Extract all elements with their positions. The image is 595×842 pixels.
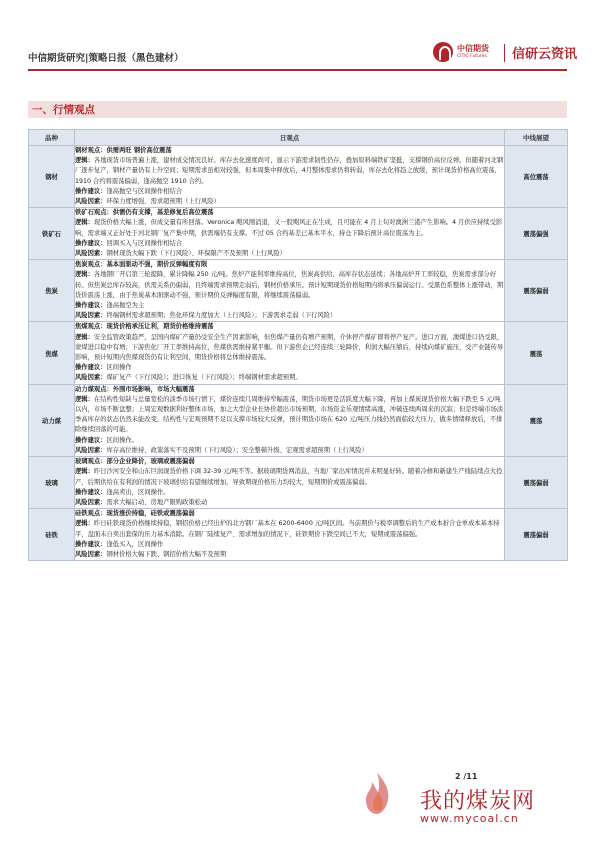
view-line — [75, 239, 504, 249]
logo-cn-text: 中信期货 — [457, 44, 489, 53]
view-line — [75, 467, 504, 487]
watermark — [360, 770, 590, 830]
view-line-label: 操作建议： — [75, 187, 107, 195]
view-line-text: 昨日沙河安全和山东巨润现货价格下调 32-39 元/吨不等。据玻璃期货网消息，当地厂家出库情况并未明显好转。随着冷修和新建生产线陆续点火投产，后期供给在有利润的情况下玻璃供给有望继续增加，导致期现价格压力均较大，短期期价或震荡偏弱。 — [75, 468, 503, 486]
view-line-label: 逻辑： — [75, 468, 94, 476]
view-line-label: 风险因素： — [75, 498, 107, 506]
view-line-text: 各地现货市场普遍上涨，建材成交情况良好。库存去化速度尚可，显示下游需求韧性仍存，叠加原料端铁矿坚挺，支撑钢价高位反弹。但随着河北钢厂逐步复产，钢材产量仍有上升空间；短期需求虽相对较强，但本周集中释放后，4月整体需求仍将转弱，库存去化将趋之放缓，预计现货价格高位震荡，1910 合约将震荡偏弱，逢高抛空 1910 合约。 — [75, 157, 504, 185]
view-line — [75, 498, 504, 508]
view-line-label: 动力煤观点：外围市场影响，市场大幅震荡 — [75, 385, 195, 393]
col-header-daily-view: 日观点 — [75, 130, 505, 146]
view-line — [75, 519, 504, 539]
view-line — [75, 249, 504, 259]
variety-cell: 钢材 — [29, 146, 75, 208]
view-line-text: 钢材现货大幅下跌（下行风险）、环保限产不及预期（上行风险） — [106, 250, 286, 258]
view-line-label: 逻辑： — [75, 219, 94, 227]
outlook-cell: 震荡 — [505, 384, 568, 456]
page-number: 2 /11 — [455, 772, 478, 781]
table-row — [29, 384, 568, 456]
daily-view-cell — [75, 146, 505, 208]
view-line-label: 风险因素： — [75, 550, 107, 558]
view-line-label: 操作建议： — [75, 540, 107, 548]
table-row — [29, 208, 568, 260]
view-line-label: 逻辑： — [75, 395, 94, 403]
logo-en-text: CITIC Futures — [457, 54, 487, 59]
view-line-text: 逢高抛空为主 — [106, 302, 145, 310]
outlook-cell: 高位震荡 — [505, 146, 568, 208]
citic-logo — [28, 38, 578, 68]
view-line-text: 终端钢材需求超预期；焦化环保力度加大（上行风险）；下游需求走弱（下行风险） — [106, 312, 337, 320]
view-line — [75, 218, 504, 238]
view-line-text: 区间操作。 — [106, 436, 138, 444]
view-line-label: 玻璃观点：部分企业降价，玻璃或震荡偏弱 — [75, 458, 195, 466]
view-line-label: 焦煤观点：现货价格承压让利，期货价格维持震荡 — [75, 323, 214, 331]
table-row — [29, 260, 568, 322]
variety-cell: 焦煤 — [29, 322, 75, 384]
view-line-label: 铁矿石观点：供需仍有支撑，基差修复后高位震荡 — [75, 209, 214, 217]
table-row — [29, 457, 568, 509]
view-line-text: 安全监管政策趋严，呈国内煤矿产量仍受安全生产因素影响，但焦煤产量仍有增产预期，介休停产煤矿即将停产复产。进口方面，澳煤进口仍受限，蒙煤进口稳中有增；下游焦化厂开工率维持高位，焦煤供需维持紧平衡。但下游焦企已经连续三轮降价，利润大幅压缩后，持续向煤矿施压，受产业链传导影响，预计短期内焦煤现货仍有让利空间，期货价格将总体维持震荡。 — [75, 333, 504, 362]
logo-separator — [504, 44, 505, 62]
daily-view-cell — [75, 509, 505, 561]
view-line-label: 风险因素： — [75, 374, 107, 382]
view-line-label: 逻辑： — [75, 271, 94, 279]
section-title: 一、行情观点 — [32, 104, 95, 116]
view-line-text: 煤矿复产（下行风险）；进口恢复（下行风险）；终端钢材需求超预期。 — [106, 374, 302, 382]
view-line-label: 操作建议： — [75, 364, 107, 372]
view-line — [75, 270, 504, 301]
view-line-label: 操作建议： — [75, 488, 107, 496]
view-line — [75, 311, 504, 321]
view-line-text: 逢高抛空与区间操作相结合 — [106, 187, 183, 195]
view-line — [75, 446, 504, 456]
daily-view-cell — [75, 322, 505, 384]
variety-cell: 铁矿石 — [29, 208, 75, 260]
view-line-text: 各地钢厂开启第三轮提降，累计降幅 250 元/吨。焦炉产能利率维持高位，焦炭高供给、高库存状态延续；各地高炉开工率较稳，焦炭需求部分好转。但焦炭总库存较高，供需关系仍偏弱，且终端需求预期走弱后，钢材价格承压。预计短期现货价格短期内将承压偏弱运行。受黑色系整体上涨带动，期货价震荡上涨，由于焦炭基本面驱动不强，预计期价反弹幅度有限，将继续震荡偏弱。 — [75, 271, 504, 299]
research-brand: 信研云资讯 — [512, 47, 578, 62]
view-line-label: 焦炭观点：基本面驱动不强，期价反弹幅度有限 — [75, 261, 208, 269]
table-header-row — [29, 130, 568, 146]
view-line — [75, 156, 504, 187]
view-line — [75, 457, 504, 467]
view-line-label: 逻辑： — [75, 333, 94, 341]
outlook-cell: 震荡偏强 — [505, 208, 568, 260]
view-line-text: 在结构性短缺与总量宽松的淡季市场行情下，煤价连续几周维持窄幅震荡，期货市场更是活跃度大幅下降，再加上煤炭现货价格大幅下跌至 5 元/吨以内，市场不断盘整；上周宏观数据利好整体市场，加之大型企业长协价超出市场预期，市场资金乐观情绪高涨，冲破连续两周来的沉寂；但是终端市场淡季高库存的状态仍然未能改变，结构性与宏观预期不足以支撑市场较大反弹，预计期货市场在 620 元/吨压力线仍然面临较大压力，做多情绪释放后，不排除继续回落的可能。 — [75, 395, 504, 434]
view-line-text: 现货价格大幅上涨，但成交量有所回落。Veronica 飓风刚消退，又一股飓风正在生成，且可能在 4 月上旬对澳洲兰港产生影响。4 月供应持续受影响，需求端又正好处于河北钢厂复产集中期，供需端仍有支撑。不过 05 合约基差已基本平水，持仓下降后预计高位震荡为主。 — [75, 219, 503, 237]
variety-cell: 玻璃 — [29, 457, 75, 509]
view-line — [75, 540, 504, 550]
daily-view-cell — [75, 457, 505, 509]
view-line — [75, 322, 504, 332]
watermark-url: www.mycoal.cn — [420, 812, 519, 825]
view-line-label: 逻辑： — [75, 157, 94, 165]
view-line — [75, 301, 504, 311]
outlook-cell: 震荡 — [505, 322, 568, 384]
view-line — [75, 373, 504, 383]
variety-cell: 动力煤 — [29, 384, 75, 456]
view-line-text: 逢高卖出，区间操作。 — [106, 488, 170, 496]
view-line-label: 操作建议： — [75, 436, 107, 444]
table-row — [29, 322, 568, 384]
view-line-label: 风险因素： — [75, 312, 107, 320]
view-line — [75, 363, 504, 373]
view-line-label: 操作建议： — [75, 302, 107, 310]
view-line — [75, 187, 504, 197]
daily-view-cell — [75, 384, 505, 456]
citic-logo-icon — [433, 42, 453, 62]
flame-logo-icon — [360, 770, 394, 816]
report-title: 中信期货研究|策略日报（黑色建材） — [28, 53, 184, 64]
market-view-table — [28, 129, 568, 561]
watermark-cn: 我的煤炭网 — [420, 789, 536, 814]
view-line-label: 操作建议： — [75, 239, 107, 247]
view-line — [75, 208, 504, 218]
view-line-text: 钢材价格大幅下跌、钢招价格大幅不及预期 — [106, 550, 227, 558]
view-line — [75, 260, 504, 270]
view-line — [75, 488, 504, 498]
header-divider — [28, 69, 567, 71]
outlook-cell: 震荡偏弱 — [505, 457, 568, 509]
daily-view-cell — [75, 208, 505, 260]
view-line — [75, 385, 504, 395]
view-line — [75, 509, 504, 519]
view-line-label: 钢材观点：供需两旺 钢价高位震荡 — [75, 147, 172, 154]
outlook-cell: 震荡偏弱 — [505, 260, 568, 322]
view-line — [75, 146, 504, 156]
view-line-text: 需求大幅启动、房地产限购政策松动 — [106, 498, 208, 506]
view-line-label: 硅铁观点：现货涨价持稳，硅铁或震荡偏弱 — [75, 510, 195, 518]
view-line-label: 风险因素： — [75, 446, 107, 454]
view-line — [75, 395, 504, 436]
section-heading — [28, 101, 567, 118]
view-line-text: 区间操作 — [106, 364, 132, 372]
col-header-variety: 品种 — [29, 130, 75, 146]
daily-view-cell — [75, 260, 505, 322]
view-line-text: 昨日硅铁现货价格继续持稳，钢招价格已经出炉的北方钢厂基本在 6200-6400 元/吨区间。当前期价与税率调整后的生产成本折合仓单成本基本持平，盘面未自卖出套保的压力基本消除。在钢厂陆续复产、需求增加的情况下，硅铁期价下跌空间已不大，短期或震荡偏强。 — [75, 520, 500, 538]
view-line — [75, 436, 504, 446]
view-line-text: 库存高位维持、政策落实不及预期（下行风险）；安全整顿升级、宏观需求超预期（上行风险） — [106, 446, 368, 454]
view-line-text: 环保力度增强、需求超预期（上行风险） — [106, 198, 220, 206]
outlook-cell: 震荡偏弱 — [505, 509, 568, 561]
table-row — [29, 509, 568, 561]
view-line-label: 风险因素： — [75, 250, 107, 258]
view-line-text: 逢低买入，区间操作 — [106, 540, 164, 548]
col-header-outlook: 中线展望 — [505, 130, 568, 146]
view-line — [75, 550, 504, 560]
variety-cell: 硅铁 — [29, 509, 75, 561]
view-line — [75, 333, 504, 364]
view-line-label: 风险因素： — [75, 198, 107, 206]
variety-cell: 焦炭 — [29, 260, 75, 322]
table-row — [29, 146, 568, 208]
view-line-label: 逻辑： — [75, 520, 94, 528]
view-line-text: 回调买入与区间操作相结合 — [106, 239, 183, 247]
view-line — [75, 197, 504, 207]
